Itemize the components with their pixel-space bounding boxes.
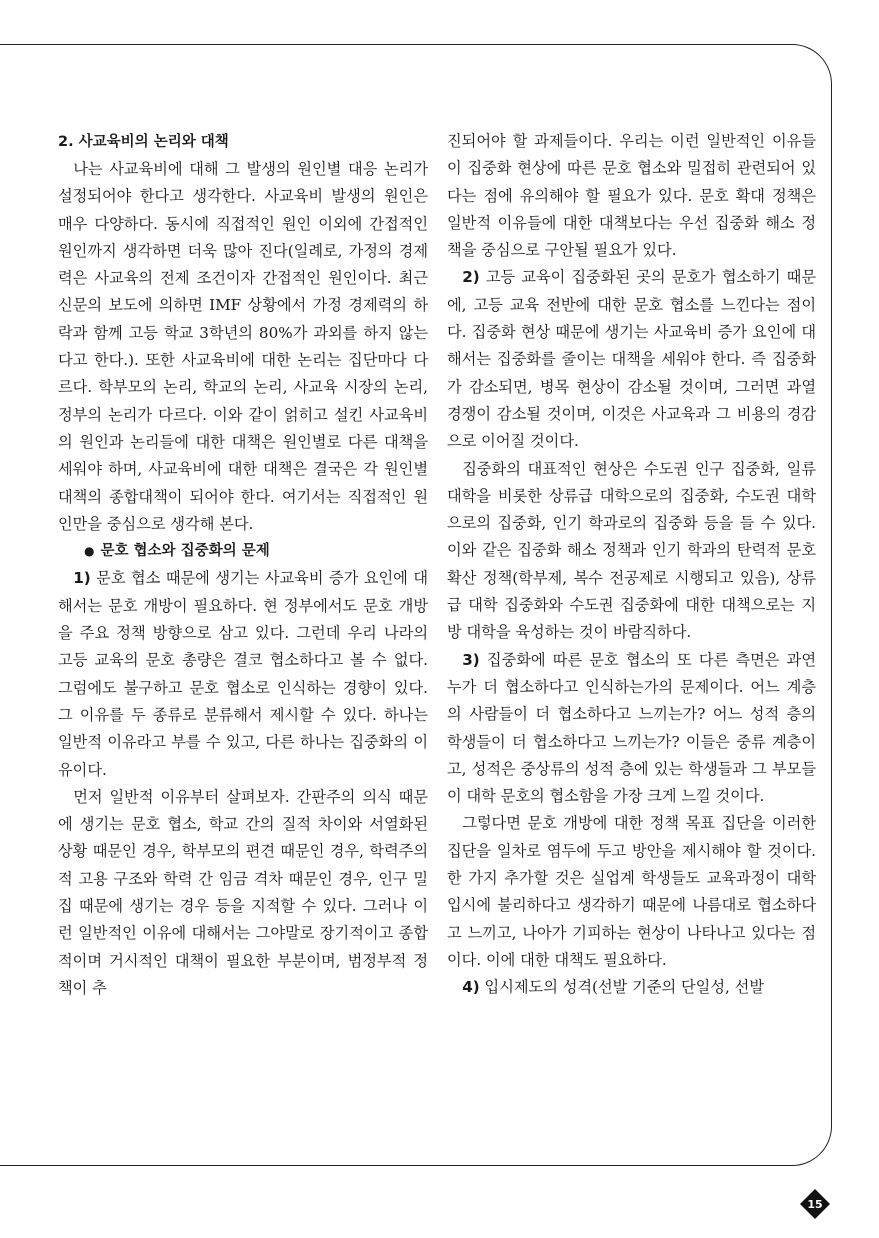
item-number-4: 4) [462,978,480,997]
section-heading: 2. 사교육비의 논리와 대책 [58,134,229,150]
item-number-2: 2) [462,268,480,287]
paragraph-7: 그렇다면 문호 개방에 대한 정책 목표 집단을 이러한 집단을 일차로 염두에 두고 방안을 제시해야 할 것이다. 한 가지 추가할 것은 실업계 학생들도 교육과정이 대학 입시에 불리하다고 생각하기 때문에 나름대로 협소하다고 느끼고, 나아가 기피하는 현상이 나타나고 있다는 점이다. 이에 대한 대책도 필요하다. [447,814,816,969]
paragraph-2: 먼저 일반적 이유부터 살펴보자. 간판주의 의식 때문에 생기는 문호 협소, 학교 간의 질적 차이와 서열화된 상황 때문인 경우, 학부모의 편견 때문인 경우, 학력주의적 고용 구조와 학력 간 임금 격차 때문인 경우, 인구 밀집 때문에 생기는 경우 등을 지적할 수 있다. 그러나 이런 일반적인 이유에 대해서는 그야말로 장기적이고 종합적이며 거시적인 대책이 필요한 부분이며, 범정부적 정책이 추 [58,787,428,997]
paragraph-6 [447,647,816,811]
paragraph-5: 집중화의 대표적인 현상은 수도권 인구 집중화, 일류 대학을 비롯한 상류급 대학으로의 집중화, 수도권 대학으로의 집중화, 인기 학과로의 집중화 등을 들 수 있다. 이와 같은 집중화 해소 정책과 인기 학과의 탄력적 문호 확산 정책(학부제, 복수 전공제로 시행되고 있음), 상류급 대학 집중화와 수도권 집중화에 대한 대책으로는 지방 대학을 육성하는 것이 바람직하다. [447,459,816,642]
item-number-3: 3) [462,650,480,669]
paragraph-1 [58,565,428,783]
paragraph-3: 진되어야 할 과제들이다. 우리는 이런 일반적인 이유들이 집중화 현상에 따른 문호 협소와 밀접히 관련되어 있다는 점에 유의해야 할 필요가 있다. 문호 확대 정책은 일반적 이유들에 대한 대책보다는 우선 집중화 해소 정책을 중심으로 구안될 필요가 있다. [447,132,816,260]
paragraph-4-text: 고등 교육이 집중화된 곳의 문호가 협소하기 때문에, 고등 교육 전반에 대한 문호 협소를 느낀다는 점이다. 집중화 현상 때문에 생기는 사교육비 증가 요인에 대해서는 집중화를 줄이는 대책을 세워야 한다. 즉 집중화가 감소되면, 병목 현상이 감소될 것이며, 그러면 과열 경쟁이 감소될 것이며, 이것은 사교육과 그 비용의 경감으로 이어질 것이다. [447,268,816,451]
paragraph-8-text: 입시제도의 성격(선발 기준의 단일성, 선발 [479,978,765,997]
page-number-badge [800,1189,830,1219]
item-number-1: 1) [73,569,91,588]
subsection-heading [58,538,428,565]
left-column [58,128,428,1002]
paragraph-4 [447,264,816,455]
intro-paragraph: 나는 사교육비에 대해 그 발생의 원인별 대응 논리가 설정되어야 한다고 생각한다. 사교육비 발생의 원인은 매우 다양하다. 동시에 직접적인 원인 이외에 간접적인 원인까지 생각하면 더욱 많아 진다(일례로, 가정의 경제력은 사교육의 전제 조건이자 간접적인 원인이다. 최근 신문의 보도에 의하면 IMF 상황에서 가정 경제력의 하락과 함께 고등 학교 3학년의 80%가 과외를 하지 않는다고 한다.). 또한 사교육비에 대한 논리는 집단마다 다르다. 학부모의 논리, 학교의 논리, 사교육 시장의 논리, 정부의 논리가 다르다. 이와 같이 얽히고 설킨 사교육비의 원인과 논리들에 대한 대책은 원인별로 다른 대책을 세워야 하며, 사교육비에 대한 대책은 결국은 각 원인별 대책의 종합대책이 되어야 한다. 여기서는 직접적인 원인만을 중심으로 생각해 본다. [58,160,428,533]
bullet-icon: ● [84,544,95,559]
paragraph-6-text: 집중화에 따른 문호 협소의 또 다른 측면은 과연 누가 더 협소하다고 인식하는가의 문제이다. 어느 계층의 사람들이 더 협소하다고 느끼는가? 어느 성적 층의 학생들이 더 협소하다고 느끼는가? 이들은 중류 계층이고, 성적은 중상류의 성적 층에 있는 학생들과 그 부모들이 대학 문호의 협소함을 가장 크게 느낄 것이다. [447,650,816,806]
right-column [447,128,816,1002]
subsection-heading-text: 문호 협소와 집중화의 문제 [100,543,270,560]
paragraph-8 [447,974,816,1001]
page-number: 15 [807,1197,823,1211]
paragraph-1-text: 문호 협소 때문에 생기는 사교육비 증가 요인에 대해서는 문호 개방이 필요하다. 현 정부에서도 문호 개방을 주요 정책 방향으로 삼고 있다. 그런데 우리 나라의 고등 교육의 문호 총량은 결코 협소하다고 볼 수 없다. 그럼에도 불구하고 문호 협소로 인식하는 경향이 있다. 그 이유를 두 종류로 분류해서 제시할 수 있다. 하나는 일반적 이유라고 부를 수 있고, 다른 하나는 집중화의 이유이다. [58,569,428,779]
